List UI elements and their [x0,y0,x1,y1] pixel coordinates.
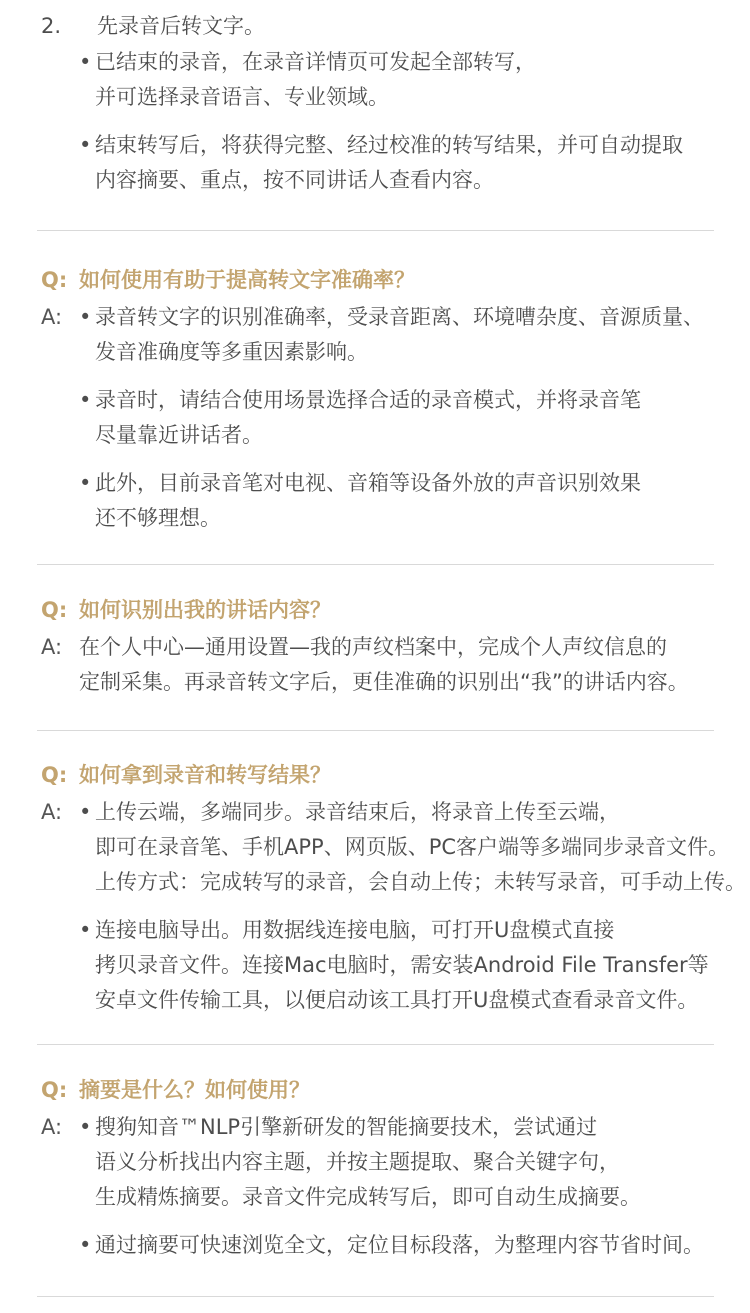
bullet-line: 发音准确度等多重因素影响。 [95,340,368,364]
bullet-icon: • [79,1115,92,1139]
bullet-line: 尽量靠近讲话者。 [95,423,263,447]
bullet-icon: • [79,918,92,942]
step-title: 先录音后转文字。 [97,14,265,38]
bullet-line: 已结束的录音，在录音详情页可发起全部转写， [95,50,536,74]
divider [37,1296,714,1297]
bullet-icon: • [79,50,92,74]
bullet-icon: • [79,388,92,412]
divider [37,1044,714,1045]
question-text: 如何拿到录音和转写结果？ [79,763,331,787]
question-label: Q: [41,1078,68,1102]
bullet-line: 连接电脑导出。用数据线连接电脑，可打开U盘模式直接 [95,918,615,942]
divider [37,564,714,565]
question-label: Q: [41,268,68,292]
bullet-line: 即可在录音笔、手机APP、网页版、PC客户端等多端同步录音文件。 [95,835,730,859]
answer-line: 在个人中心—通用设置—我的声纹档案中，完成个人声纹信息的 [79,635,667,659]
bullet-line: 上传云端，多端同步。录音结束后，将录音上传至云端， [95,800,620,824]
bullet-line: 生成精炼摘要。录音文件完成转写后，即可自动生成摘要。 [95,1185,641,1209]
bullet-icon: • [79,1233,92,1257]
bullet-icon: • [79,305,92,329]
question-label: Q: [41,763,68,787]
divider [37,230,714,231]
step-number: 2. [41,14,62,38]
answer-label: A: [41,1115,63,1139]
answer-label: A: [41,305,63,329]
bullet-line: 语义分析找出内容主题，并按主题提取、聚合关键字句， [95,1150,620,1174]
question-label: Q: [41,598,68,622]
bullet-line: 录音时，请结合使用场景选择合适的录音模式，并将录音笔 [95,388,641,412]
bullet-line: 安卓文件传输工具，以便启动该工具打开U盘模式查看录音文件。 [95,988,699,1012]
bullet-icon: • [79,471,92,495]
bullet-line: 并可选择录音语言、专业领域。 [95,85,389,109]
bullet-line: 还不够理想。 [95,506,221,530]
answer-line: 定制采集。再录音转文字后，更佳准确的识别出“我”的讲话内容。 [79,670,689,694]
bullet-icon: • [79,800,92,824]
answer-label: A: [41,635,63,659]
question-text: 如何使用有助于提高转文字准确率？ [79,268,415,292]
question-text: 如何识别出我的讲话内容？ [79,598,331,622]
bullet-line: 内容摘要、重点，按不同讲话人查看内容。 [95,168,494,192]
bullet-line: 通过摘要可快速浏览全文，定位目标段落，为整理内容节省时间。 [95,1233,704,1257]
bullet-line: 拷贝录音文件。连接Mac电脑时，需安装Android File Transfer等 [95,953,709,977]
divider [37,730,714,731]
bullet-line: 搜狗知音™NLP引擎新研发的智能摘要技术，尝试通过 [95,1115,598,1139]
bullet-line: 录音转文字的识别准确率，受录音距离、环境嘈杂度、音源质量、 [95,305,704,329]
question-text: 摘要是什么？如何使用？ [79,1078,310,1102]
bullet-line: 此外，目前录音笔对电视、音箱等设备外放的声音识别效果 [95,471,641,495]
bullet-icon: • [79,133,92,157]
bullet-line: 结束转写后，将获得完整、经过校准的转写结果，并可自动提取 [95,133,683,157]
answer-label: A: [41,800,63,824]
bullet-line: 上传方式：完成转写的录音，会自动上传；未转写录音，可手动上传。 [95,870,746,894]
